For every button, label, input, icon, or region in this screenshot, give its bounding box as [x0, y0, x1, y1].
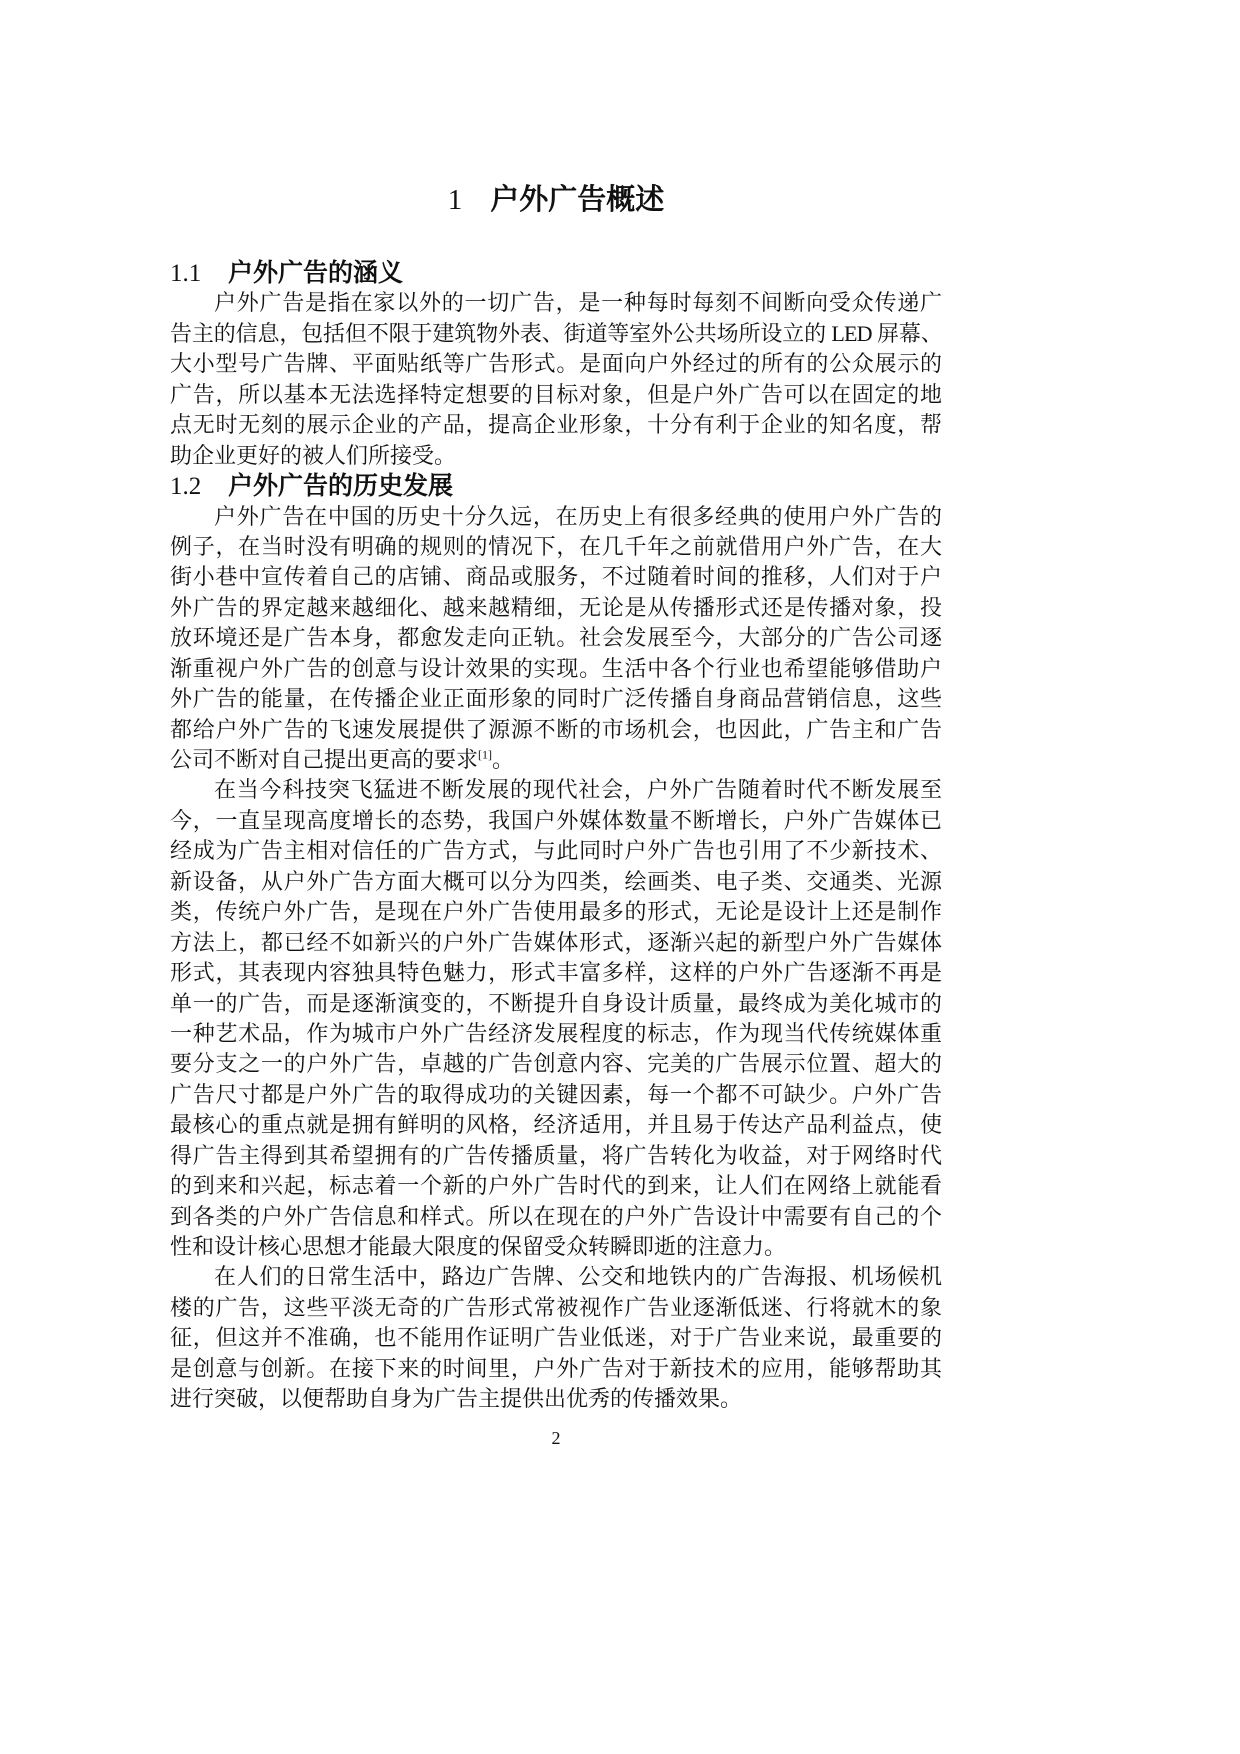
paragraph-line: 新设备，从户外广告方面大概可以分为四类，绘画类、电子类、交通类、光源: [170, 868, 942, 894]
paragraph: [170, 775, 942, 1262]
section-title: 户外广告的涵义: [228, 259, 404, 287]
paragraph-line: 街小巷中宣传着自己的店铺、商品或服务，不过随着时间的推移，人们对于户: [170, 564, 942, 590]
paragraph-line: 征，但这并不准确，也不能用作证明广告业低迷，对于广告业来说，最重要的: [170, 1325, 942, 1351]
paragraph-line: 经成为广告主相对信任的广告方式，与此同时户外广告也引用了不少新技术、: [170, 838, 942, 864]
paragraph-line: 在当今科技突飞猛进不断发展的现代社会，户外广告随着时代不断发展至: [214, 777, 942, 803]
chapter-number: 1: [447, 184, 463, 216]
paragraph-line: 都给户外广告的飞速发展提供了源源不断的市场机会，也因此，广告主和广告: [170, 716, 942, 742]
page-body: [170, 258, 942, 1415]
section-heading: [170, 258, 942, 288]
paragraph-line: 一种艺术品，作为城市户外广告经济发展程度的标志，作为现当代传统媒体重: [170, 1020, 942, 1046]
paragraph-line: 类，传统户外广告，是现在户外广告使用最多的形式，无论是设计上还是制作: [170, 899, 942, 925]
paragraph-line-end: 。: [492, 747, 515, 772]
section-heading: [170, 471, 942, 501]
paragraph-line: 外广告的能量，在传播企业正面形象的同时广泛传播自身商品营销信息，这些: [170, 686, 942, 712]
chapter-title-text: 户外广告概述: [490, 184, 665, 216]
paragraph-line: 最核心的重点就是拥有鲜明的风格，经济适用，并且易于传达产品利益点，使: [170, 1112, 942, 1138]
paragraph-line: 渐重视户外广告的创意与设计效果的实现。生活中各个行业也希望能够借助户: [170, 655, 942, 681]
paragraph-line: 在人们的日常生活中，路边广告牌、公交和地铁内的广告海报、机场候机: [214, 1264, 942, 1290]
paragraph-line: 得广告主得到其希望拥有的广告传播质量，将广告转化为收益，对于网络时代: [170, 1142, 942, 1168]
paragraph-line: 广告，所以基本无法选择特定想要的目标对象，但是户外广告可以在固定的地: [170, 381, 942, 407]
paragraph: [170, 502, 942, 776]
chapter-title: [170, 180, 942, 220]
paragraph: [170, 288, 942, 471]
paragraph-line: 点无时无刻的展示企业的产品，提高企业形象，十分有利于企业的知名度，帮: [170, 412, 942, 438]
paragraph: [170, 1262, 942, 1414]
paragraph-line: 是创意与创新。在接下来的时间里，户外广告对于新技术的应用，能够帮助其: [170, 1355, 942, 1381]
paragraph-line-text: 公司不断对自己提出更高的要求: [170, 747, 479, 772]
paragraph-line: 性和设计核心思想才能最大限度的保留受众转瞬即逝的注意力。: [170, 1234, 787, 1259]
paragraph-line: 户外广告是指在家以外的一切广告，是一种每时每刻不间断向受众传递广: [214, 290, 942, 316]
paragraph-line: 的到来和兴起，标志着一个新的户外广告时代的到来，让人们在网络上就能看: [170, 1173, 942, 1199]
paragraph-line: 大小型号广告牌、平面贴纸等广告形式。是面向户外经过的所有的公众展示的: [170, 351, 942, 377]
paragraph-line: 今，一直呈现高度增长的态势，我国户外媒体数量不断增长，户外广告媒体已: [170, 807, 942, 833]
page-number: 2: [551, 1428, 561, 1448]
paragraph-line: 单一的广告，而是逐渐演变的，不断提升自身设计质量，最终成为美化城市的: [170, 990, 942, 1016]
paragraph-line: 要分支之一的户外广告，卓越的广告创意内容、完美的广告展示位置、超大的: [170, 1051, 942, 1077]
citation-superscript: [1]: [478, 747, 493, 762]
paragraph-line: 方法上，都已经不如新兴的户外广告媒体形式，逐渐兴起的新型户外广告媒体: [170, 929, 942, 955]
paragraph-line: 户外广告在中国的历史十分久远，在历史上有很多经典的使用户外广告的: [214, 503, 942, 529]
paragraph-line: 放环境还是广告本身，都愈发走向正轨。社会发展至今，大部分的广告公司逐: [170, 625, 942, 651]
paragraph-line: 进行突破，以便帮助自身为广告主提供出优秀的传播效果。: [170, 1386, 743, 1412]
paragraph-line: 外广告的界定越来越细化、越来越精细，无论是从传播形式还是传播对象，投: [170, 594, 942, 620]
paragraph-line: 例子，在当时没有明确的规则的情况下，在几千年之前就借用户外广告，在大: [170, 533, 942, 559]
paragraph-line: 形式，其表现内容独具特色魅力，形式丰富多样，这样的户外广告逐渐不再是: [170, 960, 942, 986]
paragraph-line: 到各类的户外广告信息和样式。所以在现在的户外广告设计中需要有自己的个: [170, 1203, 942, 1229]
paragraph-line: 助企业更好的被人们所接受。: [170, 442, 457, 468]
paragraph-line: 楼的广告，这些平淡无奇的广告形式常被视作广告业逐渐低迷、行将就木的象: [170, 1294, 942, 1320]
section-number: 1.1: [170, 260, 202, 287]
paragraph-line: 告主的信息，包括但不限于建筑物外表、街道等室外公共场所设立的 LED 屏幕、: [170, 320, 942, 346]
section-title: 户外广告的历史发展: [228, 472, 454, 501]
paragraph-line: 广告尺寸都是户外广告的取得成功的关键因素，每一个都不可缺少。户外广告: [170, 1081, 942, 1107]
section-number: 1.2: [170, 473, 202, 501]
paragraph-line: [170, 745, 942, 775]
